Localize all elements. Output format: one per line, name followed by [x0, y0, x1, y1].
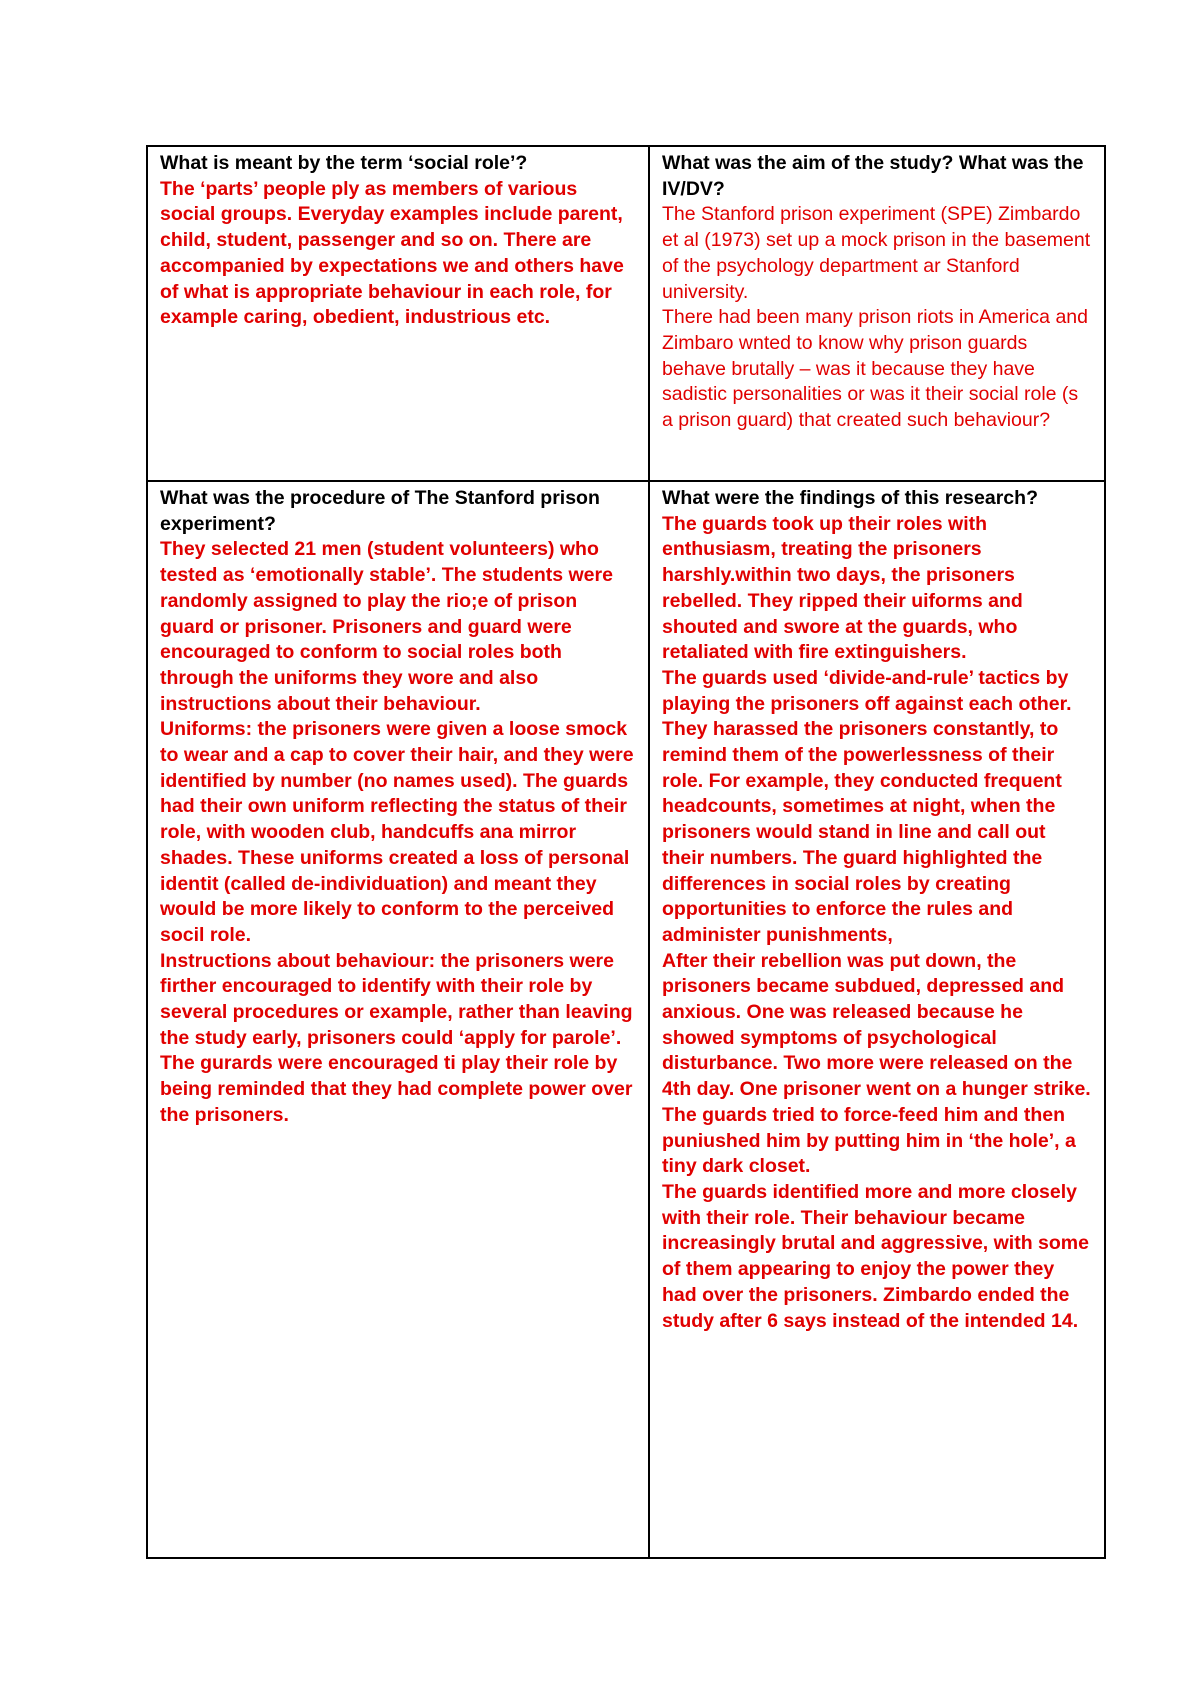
answer-findings-paragraph-3: After their rebellion was put down, the prisoners became subdued, depressed and anxious. One was released because he showed symptoms of psychological disturbance. Two more were released on the 4th day. One prisoner went on a hunger strike. The guards tried to force-feed him and then puniushed him by putting him in ‘the hole’, a tiny dark closet.: [662, 949, 1091, 1178]
question-aim: What was the aim of the study? What was the IV/DV?: [662, 152, 1084, 200]
answer-findings-paragraph-2: The guards used ‘divide-and-rule’ tactics by playing the prisoners off against each other. They harassed the prisoners constantly, to remind them of the powerlessness of their role. For example, they conducted frequent headcounts, sometimes at night, when the prisoners would stand in line and call out their numbers. The guard highlighted the differences in social roles by creating opportunities to enforce the rules and administer punishments,: [662, 666, 1072, 946]
cell-aim: [650, 147, 1104, 482]
answer-aim-paragraph-1: The Stanford prison experiment (SPE) Zimbardo et al (1973) set up a mock prison in the basement of the psychology department ar Stanford university.: [662, 203, 1091, 303]
cell-findings: [650, 482, 1104, 1557]
question-procedure: What was the procedure of The Stanford prison experiment?: [160, 487, 600, 535]
answer-findings-paragraph-1: The guards took up their roles with enthusiasm, treating the prisoners harshly.within two days, the prisoners rebelled. They ripped their uiforms and shouted and swore at the guards, who retaliated with fire extinguishers.: [662, 512, 1023, 664]
worksheet-table: [146, 145, 1106, 1559]
cell-procedure: [148, 482, 650, 1557]
answer-procedure-paragraph-1: They selected 21 men (student volunteers) who tested as ‘emotionally stable’. The students were randomly assigned to play the rio;e of prison guard or prisoner. Prisoners and guard were encouraged to conform to social roles both through the uniforms they wore and also instructions about their behaviour.: [160, 538, 613, 715]
answer-procedure-paragraph-2: Uniforms: the prisoners were given a loose smock to wear and a cap to cover their hair, and they were identified by number (no names used). The guards had their own uniform reflecting the status of their role, with wooden club, handcuffs ana mirror shades. These uniforms created a loss of personal identit (called de-individuation) and meant they would be more likely to conform to the perceived socil role.: [160, 718, 634, 946]
question-findings: What were the findings of this research?: [662, 487, 1038, 509]
answer-social-role: The ‘parts’ people ply as members of various social groups. Everyday examples include parent, child, student, passenger and so on. There are accompanied by expectations we and others have of what is appropriate behaviour in each role, for example caring, obedient, industrious etc.: [160, 177, 624, 329]
answer-findings-paragraph-4: The guards identified more and more closely with their role. Their behaviour became increasingly brutal and aggressive, with some of them appearing to enjoy the power they had over the prisoners. Zimbardo ended the study after 6 says instead of the intended 14.: [662, 1180, 1089, 1332]
cell-social-role: [148, 147, 650, 482]
answer-aim-paragraph-2: There had been many prison riots in America and Zimbaro wnted to know why prison guards behave brutally – was it because they have sadistic personalities or was it their social role (s a prison guard) that created such behaviour?: [662, 306, 1088, 432]
answer-procedure-paragraph-3: Instructions about behaviour: the prisoners were firther encouraged to identify with their role by several procedures or example, rather than leaving the study early, prisoners could ‘apply for parole’. The gurards were encouraged ti play their role by being reminded that they had complete power over the prisoners.: [160, 949, 633, 1126]
question-social-role: What is meant by the term ‘social role’?: [160, 152, 528, 174]
